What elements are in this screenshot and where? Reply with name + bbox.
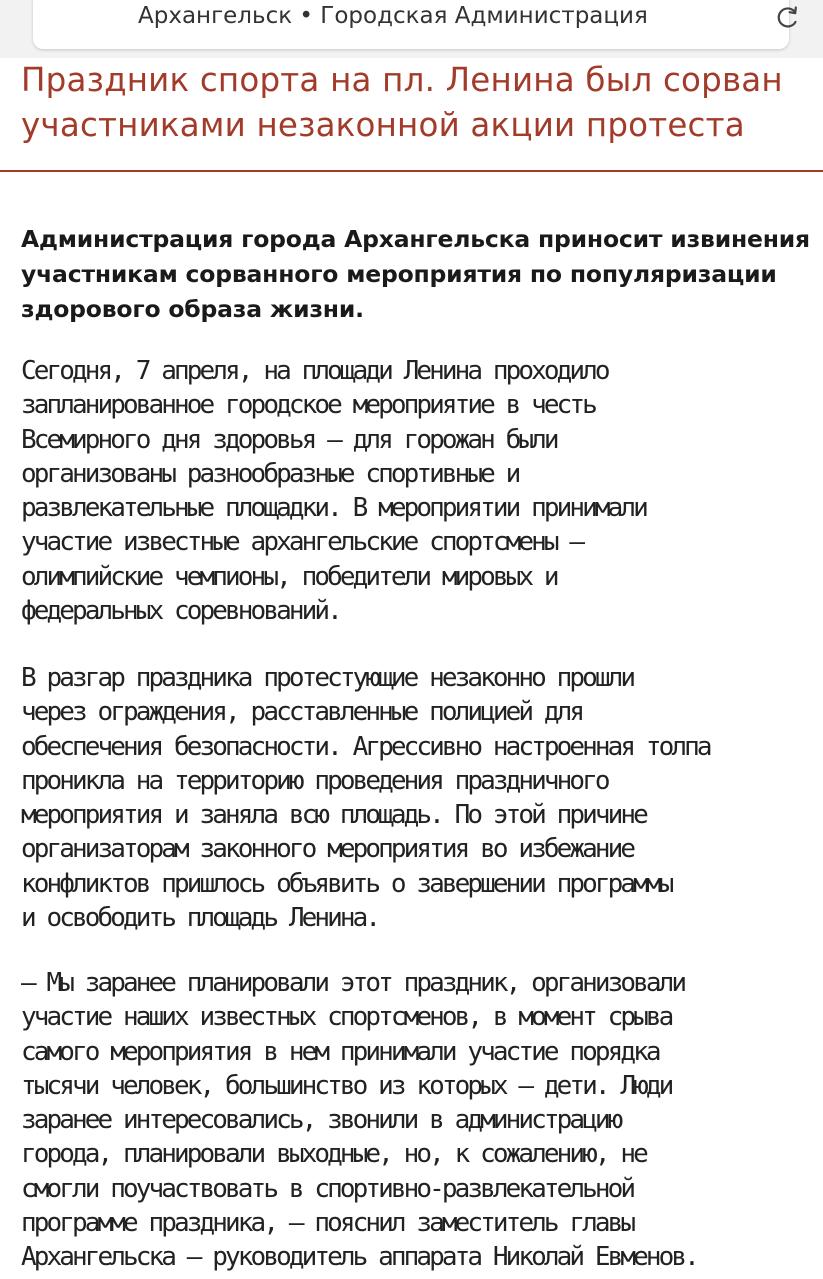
address-bar[interactable]	[33, 0, 789, 49]
article-lead: Администрация города Архангельска приносит извинения участникам сорванного мероприятия по популяризации здорового образа жизни.	[21, 225, 810, 323]
title-divider	[0, 170, 823, 172]
address-bar-text[interactable]: Архангельск • Городская Администрация	[138, 3, 648, 29]
refresh-icon[interactable]	[774, 5, 800, 31]
article-title: Праздник спорта на пл. Ленина был сорван участниками незаконной акции протеста	[21, 61, 783, 144]
article-paragraph: – Мы заранее планировали этот праздник, организовали участие наших известных спортсменов, в момент срыва самого мероприятия в нем принимали участие порядка тысячи человек, большинство из которых – дети. Люди заранее интересовались, звонили в администрацию города, планировали выходные, но, к сожалению, не смогли поучаствовать в спортивно-развлекательной программе праздника, – пояснил заместитель главы Архангельска – руководитель аппарата Николай Евменов.	[21, 968, 697, 1273]
browser-toolbar	[0, 0, 823, 58]
article-paragraph: В разгар праздника протестующие незаконно прошли через ограждения, расставленные полицией для обеспечения безопасности. Агрессивно настроенная толпа проникла на территорию проведения праздничного мероприятия и заняла всю площадь. По этой причине организаторам законного мероприятия во избежание конфликтов пришлось объявить о завершении программы и освободить площадь Ленина.	[21, 663, 710, 934]
article-paragraph: Сегодня, 7 апреля, на площади Ленина проходило запланированное городское мероприятие в честь Всемирного дня здоровья – для горожан были организованы разнообразные спортивные и развлекательные площадки. В мероприятии принимали участие известные архангельские спортсмены – олимпийские чемпионы, победители мировых и федеральных соревнований.	[21, 356, 646, 627]
